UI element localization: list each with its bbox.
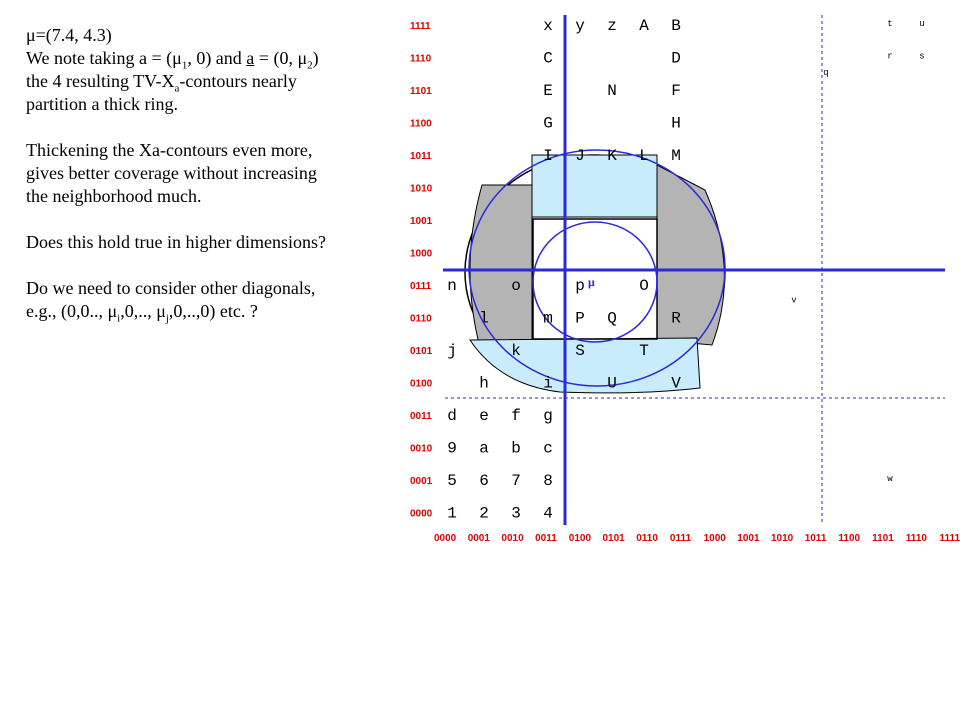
- point-label: 3: [511, 504, 521, 523]
- y-axis-labels: [410, 21, 433, 520]
- point-label: C: [543, 49, 553, 68]
- point-label: 6: [479, 472, 489, 490]
- x-axis-label: 0001: [467, 533, 490, 544]
- point-label: y: [575, 17, 585, 35]
- point-label: g: [543, 407, 553, 425]
- diagonals-question-line-2: e.g., (0,0.., $\mu_i,0$,.., $\mu_j,0,..,0$) etc. ?: [26, 301, 258, 325]
- point-label: V: [671, 374, 681, 393]
- y-axis-label: 1101: [410, 86, 432, 97]
- y-axis-label: 1001: [410, 216, 433, 227]
- point-label: 2: [479, 504, 489, 523]
- mu-marker: μ: [588, 275, 595, 289]
- point-label: k: [511, 342, 521, 360]
- point-label: x: [543, 17, 553, 35]
- point-label: U: [607, 374, 617, 393]
- x-axis-label: 0110: [636, 533, 658, 544]
- point-label: 7: [511, 472, 521, 490]
- point-label: R: [671, 309, 681, 328]
- point-label: N: [607, 82, 617, 100]
- y-axis-label: 1000: [410, 248, 433, 260]
- y-axis-label: 1100: [410, 118, 432, 130]
- x-axis-label: 1001: [737, 533, 760, 544]
- point-label: 4: [543, 504, 553, 523]
- y-axis-label: 0101: [410, 346, 433, 357]
- y-axis-label: 0000: [410, 508, 433, 520]
- point-label: L: [639, 147, 649, 165]
- blue-band-bottom: [470, 338, 700, 393]
- point-label: n: [447, 277, 457, 295]
- point-label: j: [447, 342, 457, 360]
- y-axis-label: 1111: [410, 21, 431, 32]
- point-label: f: [511, 407, 521, 425]
- point-label: E: [543, 82, 553, 100]
- point-label: z: [607, 17, 617, 35]
- x-axis-label: 1111: [939, 533, 960, 544]
- higher-dimensions-question: Does this hold true in higher dimensions?: [26, 232, 326, 252]
- explanation-line-3: partition a thick ring.: [26, 94, 178, 114]
- outlier-label: s: [919, 51, 925, 62]
- point-label: M: [671, 147, 681, 165]
- point-label: 9: [447, 439, 457, 458]
- x-axis-label: 0100: [568, 533, 592, 544]
- gray-band-left: [470, 185, 532, 360]
- point-label: S: [575, 342, 585, 360]
- point-label: 8: [543, 472, 553, 490]
- x-axis-label: 1011: [804, 533, 827, 544]
- y-axis-label: 0100: [410, 378, 433, 390]
- point-label: D: [671, 49, 681, 68]
- diagonals-question-line-1: Do we need to consider other diagonals,: [26, 278, 316, 298]
- outlier-label: r: [887, 51, 893, 62]
- point-label: i: [543, 374, 553, 393]
- point-label: P: [575, 309, 585, 328]
- x-axis-label: 1000: [703, 533, 726, 544]
- point-label: F: [671, 82, 681, 100]
- x-axis-label: 0111: [669, 533, 692, 544]
- point-label: 5: [447, 472, 457, 490]
- point-label: a: [479, 439, 489, 458]
- point-label: O: [639, 277, 649, 295]
- outlier-label: w: [887, 474, 893, 484]
- point-label: p: [575, 277, 585, 295]
- point-label: b: [511, 439, 521, 458]
- point-label: c: [543, 439, 553, 458]
- point-label: A: [639, 17, 649, 35]
- x-axis-label: 1110: [905, 533, 927, 544]
- thickening-line-1: Thickening the Xa-contours even more,: [26, 140, 313, 160]
- x-axis-label: 1010: [771, 533, 794, 544]
- outlier-label: u: [919, 19, 925, 29]
- point-label: e: [479, 407, 489, 425]
- outlier-label: q: [823, 67, 829, 78]
- x-axis-labels: [434, 533, 960, 544]
- thickening-line-2: gives better coverage without increasing: [26, 163, 317, 183]
- point-label: 1: [447, 504, 457, 523]
- explanation-line-2: the 4 resulting $TV-X_a$-contours nearly: [26, 71, 297, 95]
- x-axis-label: 0010: [501, 533, 524, 544]
- y-axis-label: 0111: [410, 281, 432, 292]
- x-axis-label: 0000: [434, 533, 457, 544]
- outlier-label: v: [791, 295, 797, 306]
- point-label: G: [543, 114, 553, 133]
- mu-label: μ=(7.4, 4.3): [26, 25, 112, 45]
- x-axis-label: 0101: [602, 533, 625, 544]
- point-label: T: [639, 342, 649, 360]
- point-label: J: [575, 147, 585, 165]
- y-axis-label: 1110: [410, 53, 432, 65]
- point-label: B: [671, 17, 681, 35]
- y-axis-label: 0110: [410, 313, 432, 325]
- x-axis-label: 0011: [535, 533, 557, 544]
- point-label: H: [671, 114, 681, 133]
- y-axis-label: 1011: [410, 151, 432, 162]
- outlier-label: t: [887, 19, 893, 29]
- point-label: I: [543, 147, 553, 165]
- point-label: l: [479, 309, 489, 328]
- explanation-line-1: We note taking $a = (\mu_1$, 0) and a = (0, $\mu_2$): [26, 48, 319, 72]
- y-axis-label: 0010: [410, 443, 433, 455]
- gray-band-right: [657, 165, 724, 345]
- point-label: h: [479, 374, 489, 393]
- thickening-line-3: the neighborhood much.: [26, 186, 202, 206]
- point-label: m: [543, 309, 553, 328]
- point-label: Q: [607, 309, 617, 328]
- y-axis-label: 0001: [410, 476, 433, 487]
- x-axis-label: 1100: [838, 533, 861, 544]
- point-label: d: [447, 407, 457, 425]
- y-axis-label: 0011: [410, 411, 432, 422]
- y-axis-label: 1010: [410, 183, 433, 195]
- point-label: o: [511, 277, 521, 295]
- point-label: K: [607, 147, 617, 165]
- outlier-labels: [791, 19, 924, 484]
- x-axis-label: 1101: [872, 533, 894, 544]
